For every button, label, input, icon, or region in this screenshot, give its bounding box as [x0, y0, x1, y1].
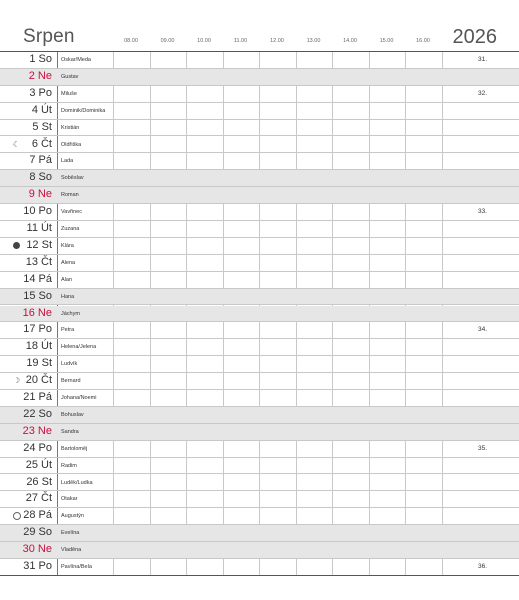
moon-waning-icon: ☾	[12, 139, 21, 149]
nameday-label: Sandra	[61, 428, 79, 435]
nameday-label: Luděk/Ludka	[61, 479, 93, 486]
nameday-label: Soběslav	[61, 175, 84, 182]
day-label: 29 So	[23, 526, 52, 539]
day-label: 1 So	[29, 53, 52, 65]
day-label: 27 Čt	[25, 492, 52, 505]
nameday-label: Pavlína/Bela	[61, 564, 92, 570]
time-label: 14.00	[343, 38, 357, 44]
day-row[interactable]	[0, 52, 519, 69]
day-label: 15 So	[23, 289, 52, 302]
day-row[interactable]	[0, 458, 519, 475]
time-label: 09.00	[160, 38, 175, 44]
time-label: 13.00	[306, 38, 321, 44]
day-row[interactable]	[0, 137, 519, 154]
day-row[interactable]	[0, 153, 519, 170]
day-label: 12 St	[26, 238, 52, 251]
nameday-label: Alan	[61, 276, 73, 283]
day-row[interactable]	[0, 103, 519, 120]
time-label: 12.00	[270, 38, 284, 44]
nameday-label: Bohuslav	[61, 411, 84, 418]
day-label: 13 Čt	[25, 255, 52, 268]
nameday-label: Kristián	[61, 124, 80, 131]
nameday-label: Gustav	[61, 73, 79, 80]
nameday-label: Roman	[61, 192, 79, 199]
day-row[interactable]	[0, 508, 519, 525]
day-label: 28 Pá	[23, 509, 52, 522]
day-row[interactable]	[0, 542, 519, 559]
day-row[interactable]	[0, 322, 519, 339]
day-row[interactable]	[0, 373, 519, 390]
day-label: 24 Po	[23, 441, 52, 454]
day-label: 6 Čt	[31, 137, 52, 150]
week-number: 36.	[478, 563, 488, 570]
day-row[interactable]	[0, 525, 519, 542]
nameday-label: Dominik/Dominika	[61, 107, 106, 114]
week-number: 31.	[478, 56, 488, 63]
nameday-label: Bartoloměj	[61, 445, 88, 452]
time-label: 16.00	[416, 38, 430, 44]
week-number: 32.	[478, 89, 488, 97]
day-label: 2 Ne	[28, 69, 52, 82]
day-row[interactable]	[0, 424, 519, 441]
day-row[interactable]	[0, 339, 519, 356]
day-label: 4 Út	[31, 103, 52, 116]
nameday-label: Ludvík	[61, 361, 78, 368]
day-label: 9 Ne	[28, 188, 52, 201]
day-label: 7 Pá	[29, 154, 52, 167]
day-row[interactable]	[0, 306, 519, 323]
nameday-label: Hana	[61, 293, 75, 300]
day-label: 18 Út	[25, 340, 52, 353]
day-row[interactable]	[0, 187, 519, 204]
time-label: 11.00	[233, 38, 248, 44]
day-label: 17 Po	[23, 323, 52, 336]
day-row[interactable]	[0, 441, 519, 458]
nameday-label: Oldřiška	[61, 141, 82, 148]
day-row[interactable]	[0, 69, 519, 86]
nameday-label: Helena/Jelena	[61, 344, 97, 351]
week-number: 35.	[478, 444, 488, 452]
nameday-label: Johana/Noemi	[61, 395, 97, 401]
year-title: 2026	[452, 26, 497, 48]
day-label: 20 Čt	[25, 374, 52, 387]
month-title: Srpen	[23, 26, 75, 47]
day-row[interactable]	[0, 255, 519, 272]
nameday-label: Bernard	[61, 378, 81, 385]
day-row[interactable]	[0, 356, 519, 373]
day-row[interactable]	[0, 238, 519, 255]
day-row[interactable]	[0, 170, 519, 187]
nameday-label: Lada	[61, 158, 74, 165]
nameday-label: Klára	[61, 242, 74, 249]
time-label: 10.00	[197, 38, 211, 44]
time-label: 08.00	[124, 38, 138, 44]
day-label: 16 Ne	[22, 306, 52, 319]
weekend-shade	[0, 289, 519, 305]
time-label: 15.00	[379, 38, 394, 44]
day-label: 10 Po	[23, 205, 52, 218]
day-label: 31 Po	[23, 560, 52, 572]
nameday-label: Vladěna	[61, 547, 82, 554]
day-row[interactable]	[0, 491, 519, 508]
nameday-label: Otakar	[61, 496, 78, 503]
day-label: 21 Pá	[23, 391, 52, 403]
week-number: 34.	[478, 326, 488, 334]
nameday-label: Petra	[61, 327, 75, 334]
day-label: 25 Út	[25, 458, 52, 471]
nameday-label: Vavřinec	[61, 209, 82, 216]
day-row[interactable]	[0, 221, 519, 238]
day-label: 19 St	[26, 357, 52, 370]
day-label: 23 Ne	[22, 424, 52, 437]
day-row[interactable]	[0, 120, 519, 137]
day-label: 11 Út	[26, 222, 52, 234]
nameday-label: Oskar/Meda	[61, 57, 91, 63]
day-label: 14 Pá	[23, 272, 52, 285]
day-label: 30 Ne	[22, 543, 52, 556]
day-label: 8 So	[29, 171, 52, 184]
day-label: 22 So	[23, 407, 52, 420]
day-label: 3 Po	[29, 86, 52, 99]
week-number: 33.	[478, 208, 488, 216]
day-label: 5 St	[32, 120, 52, 133]
day-row[interactable]	[0, 390, 519, 407]
day-row[interactable]	[0, 289, 519, 306]
calendar-header	[0, 0, 519, 52]
day-row[interactable]	[0, 272, 519, 289]
day-row[interactable]	[0, 407, 519, 424]
nameday-label: Zuzana	[61, 226, 80, 232]
nameday-label: Jáchym	[61, 310, 80, 317]
nameday-label: Radim	[61, 462, 77, 469]
nameday-label: Miluše	[61, 90, 77, 97]
day-row[interactable]	[0, 559, 519, 576]
day-label: 26 St	[26, 475, 52, 488]
nameday-label: Alena	[61, 259, 76, 266]
moon-waxing-icon: ☽	[12, 376, 21, 386]
day-row[interactable]	[0, 86, 519, 103]
nameday-label: Augustýn	[61, 513, 84, 520]
nameday-label: Evelína	[61, 530, 80, 537]
day-row[interactable]	[0, 204, 519, 221]
day-row[interactable]	[0, 475, 519, 492]
